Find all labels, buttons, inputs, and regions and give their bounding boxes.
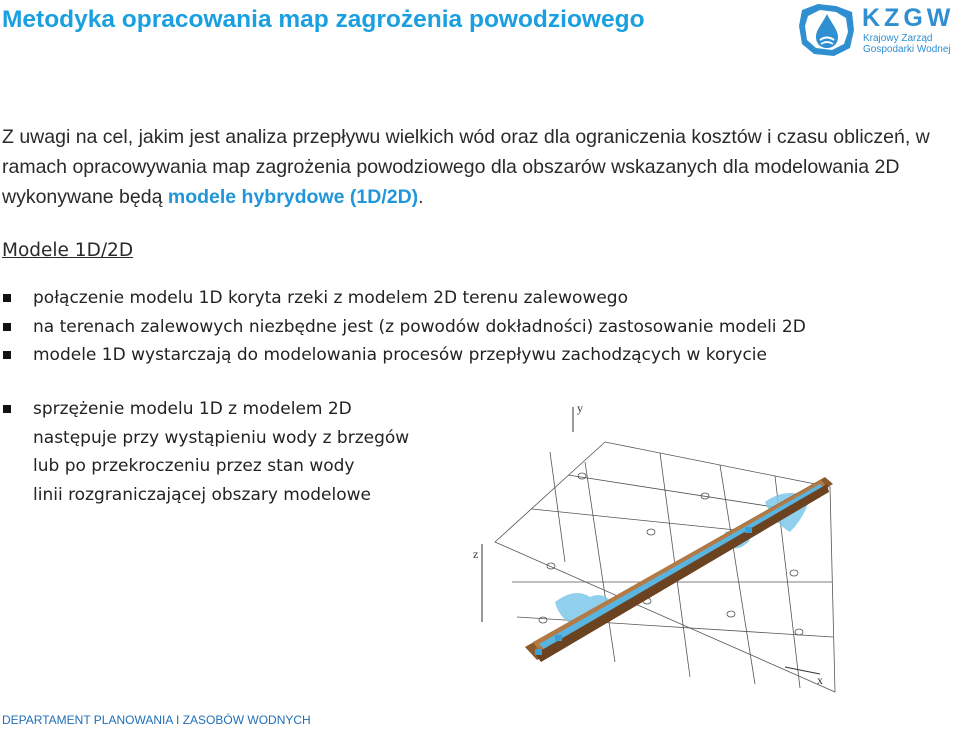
intro-paragraph: [2, 122, 932, 212]
model-1d-2d-diagram: [455, 392, 855, 702]
logo-line-2: Gospodarki Wodnej: [863, 44, 951, 55]
intro-highlight: modele hybrydowe (1D/2D): [167, 186, 419, 208]
footer-department: DEPARTAMENT PLANOWANIA I ZASOBÓW WODNYCH: [2, 713, 311, 727]
bullet-continuation: następuje przy wystąpieniu wody z brzegów: [33, 427, 410, 448]
intro-text: Z uwagi na cel, jakim jest analiza przepływu wielkich wód oraz dla ograniczenia kosztów i czasu obliczeń, w ramach opracowywania map zagrożenia powodziowego dla obszarów wskazanych dla modelowania 2D wykonywane będą: [2, 126, 930, 208]
bullet-continuation: linii rozgraniczającej obszary modelowe: [33, 484, 372, 505]
bullet-list-coupling: [0, 395, 409, 509]
axes: [482, 407, 820, 674]
kzgw-logo: [796, 0, 960, 60]
logo-emblem-icon: [796, 0, 858, 60]
section-heading: Modele 1D/2D: [2, 240, 134, 261]
bullet-item: na terenach zalewowych niezbędne jest (z powodów dokładności) zastosowanie modeli 2D: [0, 313, 806, 342]
logo-line-1: Krajowy Zarząd: [863, 33, 933, 44]
intro-period: .: [418, 186, 424, 208]
bullet-item: połączenie modelu 1D koryta rzeki z modelem 2D terenu zalewowego: [0, 284, 806, 313]
bullet-item: modele 1D wystarczają do modelowania procesów przepływu zachodzących w korycie: [0, 341, 806, 370]
axis-z-label: z: [473, 547, 479, 561]
bullet-list-main: [0, 284, 806, 370]
axis-y-label: y: [577, 401, 583, 415]
slide-title: Metodyka opracowania map zagrożenia powodziowego: [2, 6, 645, 33]
bullet-continuation: lub po przekroczeniu przez stan wody: [33, 456, 355, 476]
logo-name: KZGW: [862, 4, 955, 32]
axis-x-label: x: [817, 673, 823, 687]
bullet-item: sprzężenie modelu 1D z modelem 2D: [0, 395, 409, 424]
